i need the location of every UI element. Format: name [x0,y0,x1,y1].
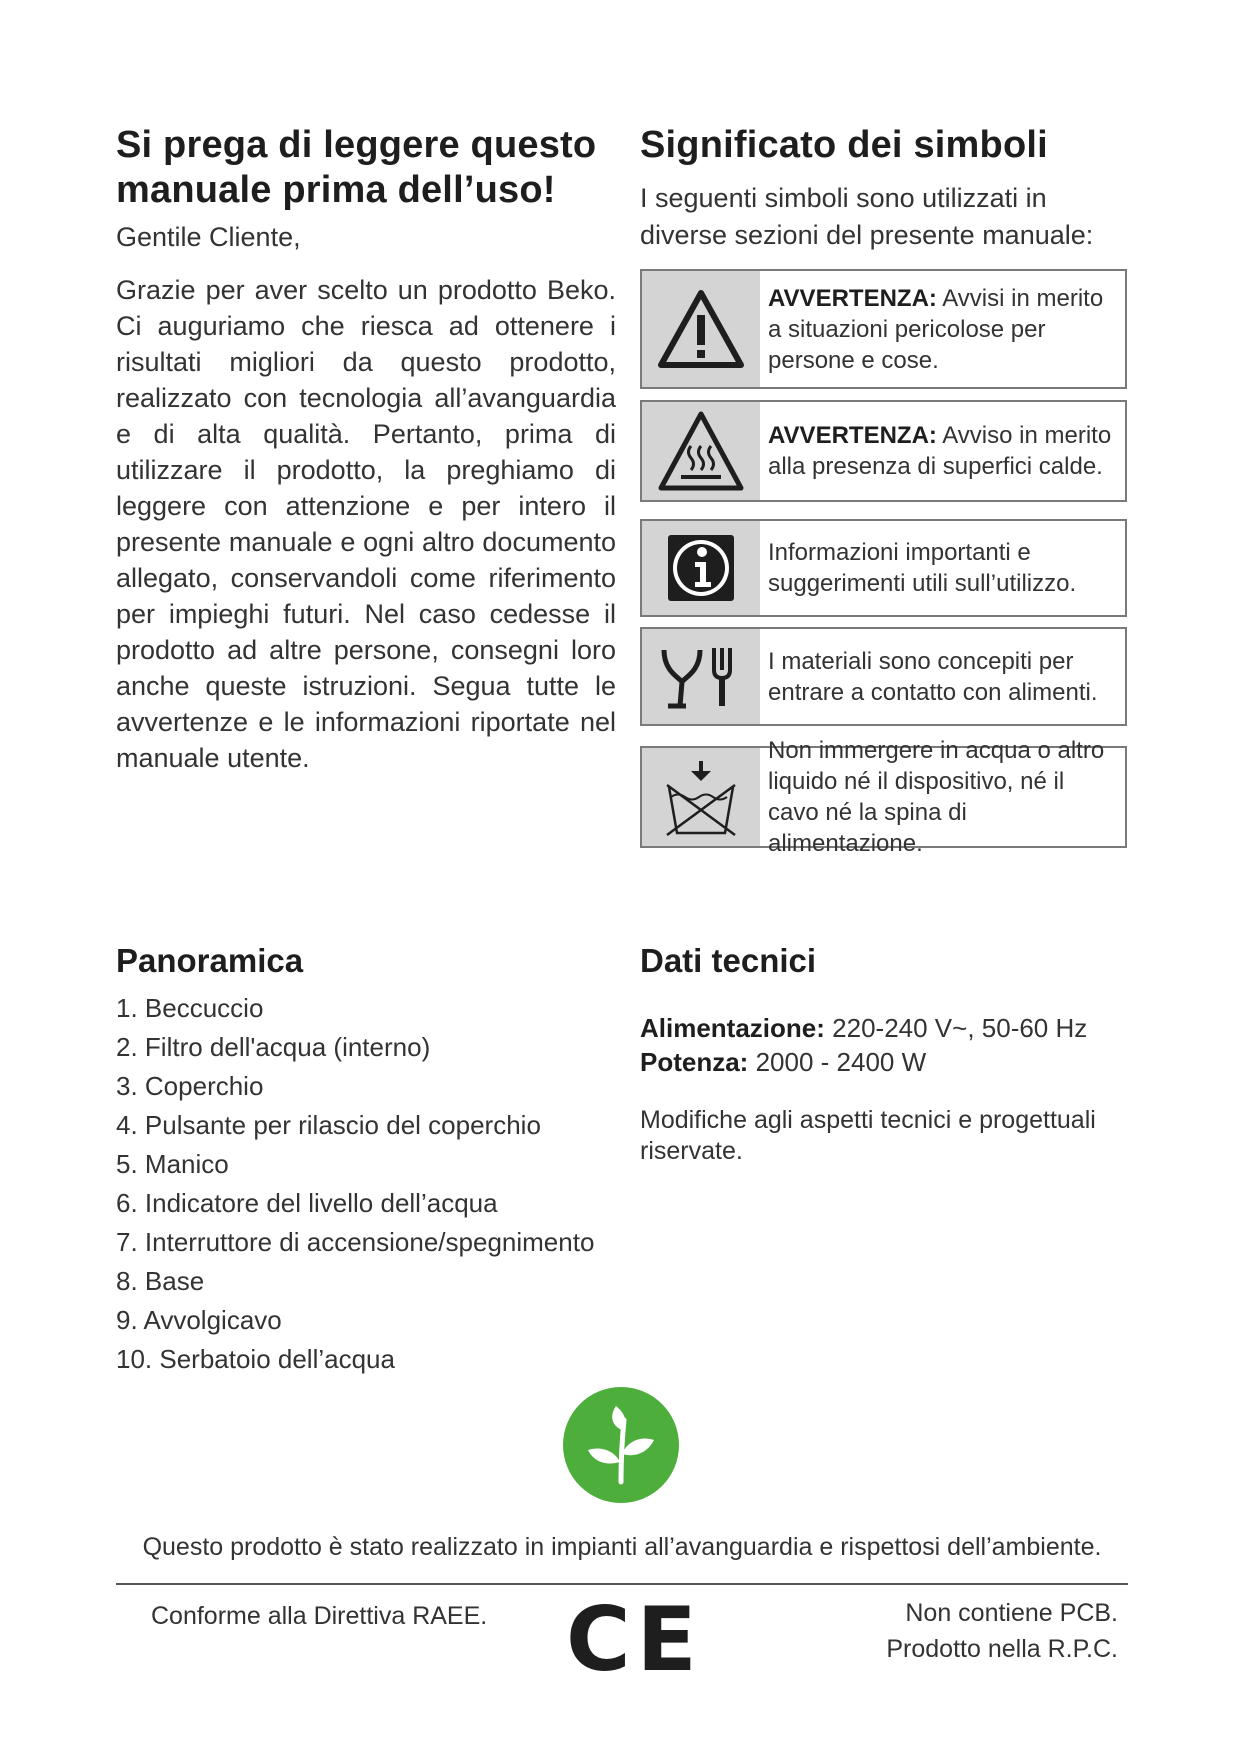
ce-mark: CE [566,1588,703,1691]
power-label: Potenza: [640,1047,749,1077]
symbols-section [640,123,1140,254]
symbol-row-food-contact [640,627,1127,726]
list-item: 4. Pulsante per rilascio del coperchio [116,1110,541,1140]
weee-compliance: Conforme alla Direttiva RAEE. [151,1602,488,1630]
symbol-label: AVVERTENZA: [768,422,937,449]
list-item: 6. Indicatore del livello dell’acqua [116,1188,498,1218]
overview-title: Panoramica [116,942,304,979]
page-title-line2: manuale prima dell’uso! [116,169,556,211]
list-item: 1. Beccuccio [116,993,264,1023]
power-row [640,1045,1120,1079]
origin-statement: Prodotto nella R.P.C. [886,1635,1118,1663]
overview-section [116,941,616,1379]
power-supply-label: Alimentazione: [640,1013,825,1043]
greeting: Gentile Cliente, [116,222,301,252]
footer-right [800,1595,1118,1667]
symbol-description: Informazioni importanti e suggerimenti utili sull’utilizzo. [768,539,1077,597]
list-item: 10. Serbatoio dell’acqua [116,1344,395,1374]
tech-note: Modifiche agli aspetti tecnici e progettuali riservate. [640,1106,1096,1165]
tech-section [640,941,1120,1167]
list-item: 8. Base [116,1266,205,1296]
symbol-description: Non immergere in acqua o altro liquido né il dispositivo, né il cavo né la spina di alimentazione. [768,737,1105,857]
manual-intro-section [116,123,616,776]
symbol-row-hot-surface [640,400,1127,502]
pcb-statement: Non contiene PCB. [905,1599,1118,1627]
list-item: 7. Interruttore di accensione/spegnimento [116,1227,595,1257]
symbol-row-warning [640,269,1127,389]
info-icon [665,532,737,604]
hot-surface-icon [655,408,747,494]
symbol-description: I materiali sono concepiti per entrare a contatto con alimenti. [768,647,1098,706]
symbols-intro: I seguenti simboli sono utilizzati in diverse sezioni del presente manuale: [640,183,1094,250]
footer-divider [116,1583,1128,1585]
page-title [116,123,616,213]
eco-logo [562,1386,680,1509]
list-item: 5. Manico [116,1149,229,1179]
power-value: 2000 - 2400 W [755,1047,927,1077]
overview-list [116,989,616,1379]
list-item: 2. Filtro dell'acqua (interno) [116,1032,431,1062]
symbol-row-info [640,519,1127,617]
page-title-line1: Si prega di leggere questo [116,124,597,166]
power-supply-row [640,1011,1120,1045]
tech-title: Dati tecnici [640,942,817,979]
no-immerse-icon [661,755,741,839]
leaf-icon [562,1386,680,1504]
symbols-title: Significato dei simboli [640,124,1048,166]
food-contact-icon [658,642,744,712]
power-supply-value: 220-240 V~, 50-60 Hz [832,1013,1088,1043]
intro-paragraph: Grazie per aver scelto un prodotto Beko. Ci auguriamo che riesca ad ottenere i risultati migliori da questo prodotto, realizzato con tecnologia all’avanguardia e di alta qualità. Pertanto, prima di utilizzare il prodotto, la preghiamo di leggere con attenzione e per intero il presente manuale e ogni altro documento allegato, conservandoli come riferimento per impieghi futuri. Nel caso cedesse il prodotto ad altre persone, consegni loro anche queste istruzioni. Segua tutte le avvertenze e le informazioni riportate nel manuale utente. [116,275,616,773]
list-item: 3. Coperchio [116,1071,264,1101]
symbol-row-no-immerse [640,737,1127,857]
eco-statement: Questo prodotto è stato realizzato in impianti all’avanguardia e rispettosi dell’ambiente. [142,1533,1102,1561]
symbol-label: AVVERTENZA: [768,284,937,312]
warning-triangle-icon [655,287,747,371]
list-item: 9. Avvolgicavo [116,1305,282,1335]
symbol-description: Avviso in merito alla presenza di superfici calde. [768,422,1112,480]
symbol-description: Avvisi in merito a situazioni pericolose per persone e cose. [768,284,1104,374]
